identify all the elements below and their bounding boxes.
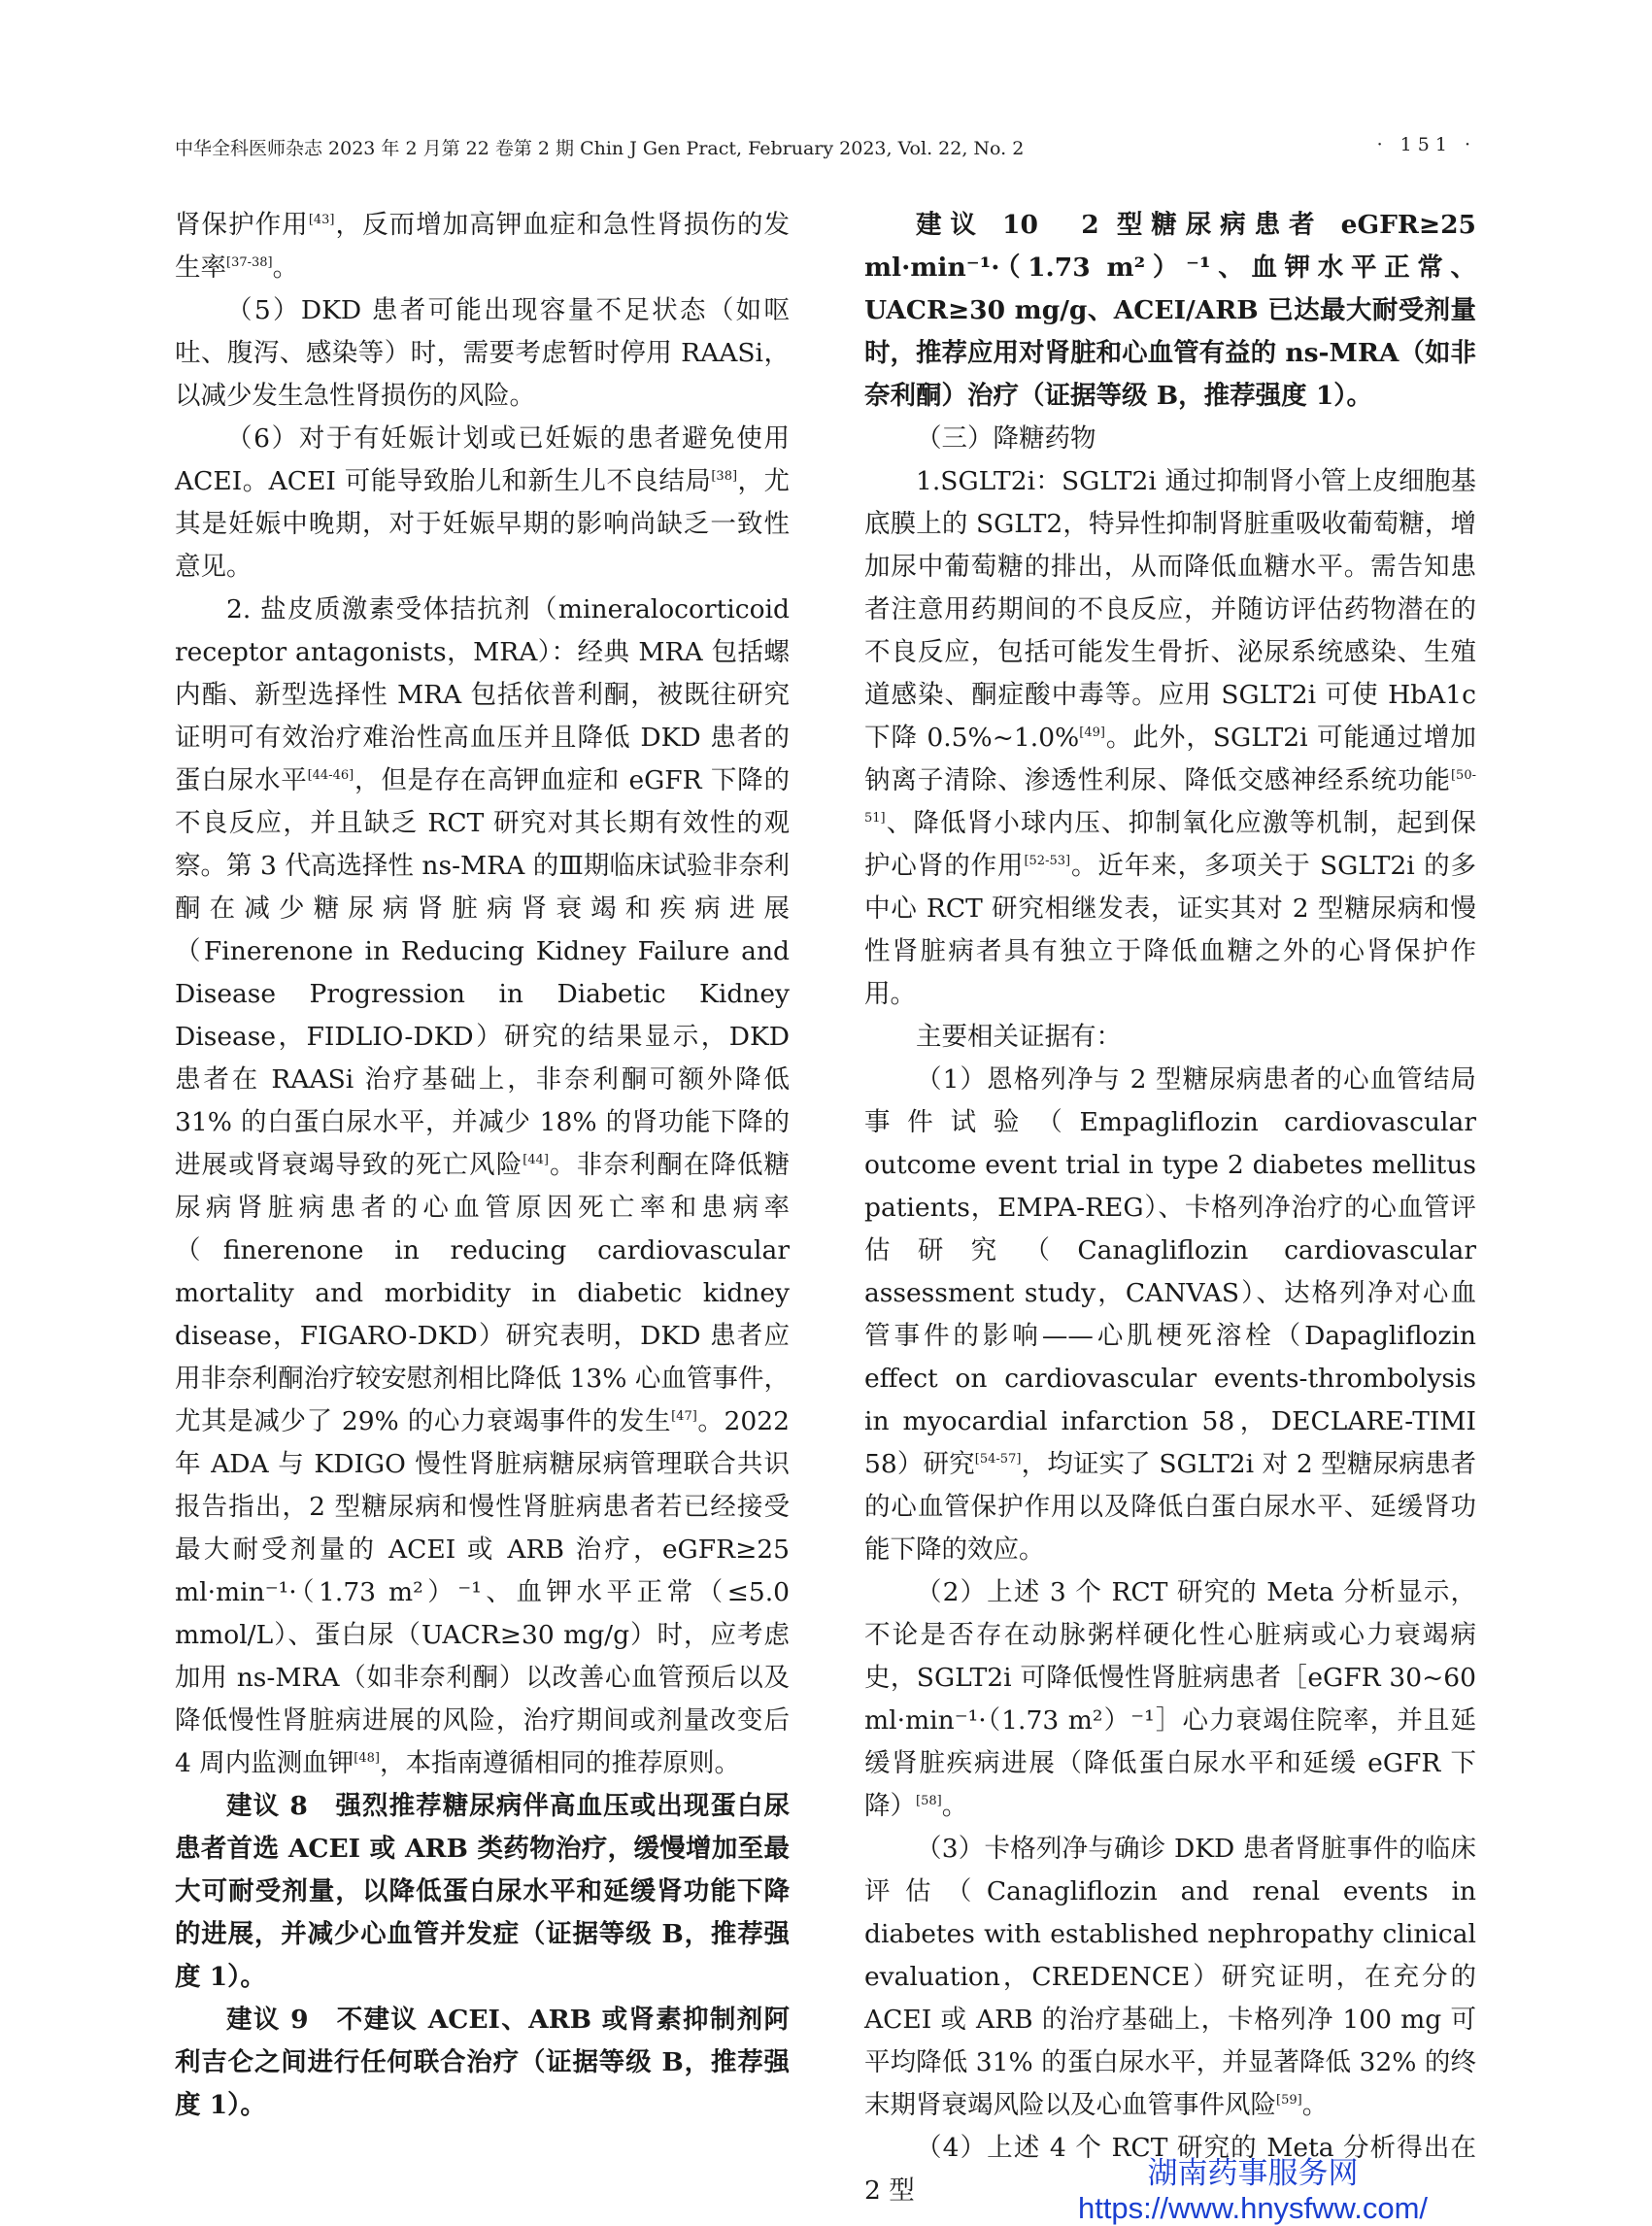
paragraph-text: 、降低肾小球内压、抑制氧化应激等机制，起到保护心肾的作用	[864, 808, 1476, 881]
body-paragraph	[175, 418, 790, 589]
paragraph-text: 建议 9 不建议 ACEI、ARB 或肾素抑制剂阿利吉仑之间进行任何联合治疗（证据等级 B，推荐强度 1）。	[175, 2005, 790, 2120]
paragraph-text: （2）上述 3 个 RCT 研究的 Meta 分析显示，不论是否存在动脉粥样硬化性心脏病或心力衰竭病史，SGLT2i 可降低慢性肾脏病患者［eGFR 30~60 ml·min⁻¹·（1.73 m²）⁻¹］心力衰竭住院率，并且延缓肾脏疾病进展（降低蛋白尿水平和延缓 eGFR 下降）	[864, 1577, 1476, 1821]
paragraph-text: 。	[272, 253, 299, 283]
body-paragraph	[864, 1571, 1476, 1828]
body-paragraph	[864, 460, 1476, 1016]
paragraph-text: ，反而增加高钾血症和急性肾损伤的发生率	[175, 210, 791, 283]
paragraph-text: 。2022 年 ADA 与 KDIGO 慢性肾脏病糖尿病管理联合共识报告指出，2 型糖尿病和慢性肾脏病患者若已经接受最大耐受剂量的 ACEI 或 ARB 治疗，eGFR≥25 ml·min⁻¹·（1.73 m²）⁻¹、血钾水平正常（≤5.0 mmol/L）、蛋白尿（UACR≥30 mg/g）时，应考虑加用 ns-MRA（如非奈利酮）以改善心血管预后以及降低慢性肾脏病进展的风险，治疗期间或剂量改变后 4 周内监测血钾	[175, 1406, 790, 1778]
citation-ref: [38]	[711, 469, 738, 485]
running-header	[175, 134, 1476, 167]
paragraph-text: 。近年来，多项关于 SGLT2i 的多中心 RCT 研究相继发表，证实其对 2 型糖尿病和慢性肾脏病者具有独立于降低血糖之外的心肾保护作用。	[864, 851, 1476, 1009]
body-paragraph	[864, 1016, 1476, 1059]
recommendation-paragraph	[175, 1999, 790, 2127]
citation-ref: [43]	[308, 213, 335, 228]
citation-ref: [44]	[523, 1153, 549, 1168]
paragraph-text: （1）恩格列净与 2 型糖尿病患者的心血管结局事件试验（Empagliflozin cardiovascular outcome event trial in type 2 diabetes mellitus patients，EMPA-REG）、卡格列净治疗的心血管评估研究（Canagliflozin cardiovascular assessment study，CANVAS）、达格列净对心血管事件的影响——心肌梗死溶栓（Dapagliflozin effect on cardiovascular events-thrombolysis in myocardial infarction 58，DECLARE-TIMI 58）研究	[864, 1064, 1476, 1479]
recommendation-paragraph	[864, 204, 1476, 418]
paragraph-text: 。	[1301, 2090, 1329, 2120]
citation-ref: [50-51]	[864, 768, 1476, 826]
watermark-url[interactable]: https://www.hnysfww.com/	[1077, 2191, 1429, 2225]
watermark-site-name: 湖南药事服务网	[1147, 2156, 1359, 2190]
citation-ref: [48]	[354, 1751, 380, 1767]
paragraph-text: （6）对于有妊娠计划或已妊娠的患者避免使用 ACEI。ACEI 可能导致胎儿和新生儿不良结局	[175, 423, 790, 496]
paragraph-text: 建议 10 2 型糖尿病患者 eGFR≥25 ml·min⁻¹·（1.73 m²）⁻¹、血钾水平正常、UACR≥30 mg/g、ACEI/ARB 已达最大耐受剂量时，推荐应用对肾脏和心血管有益的 ns-MRA（如非奈利酮）治疗（证据等级 B，推荐强度 1）。	[864, 210, 1476, 411]
body-paragraph	[175, 289, 790, 418]
journal-citation: 中华全科医师杂志 2023 年 2 月第 22 卷第 2 期 Chin J Gen Pract, February 2023, Vol. 22, No. 2	[175, 138, 1025, 159]
paragraph-text: ，均证实了 SGLT2i 对 2 型糖尿病患者的心血管保护作用以及降低白蛋白尿水平、延缓肾功能下降的效应。	[864, 1449, 1476, 1565]
paragraph-text: 主要相关证据有：	[916, 1022, 1122, 1052]
paragraph-text: ，但是存在高钾血症和 eGFR 下降的不良反应，并且缺乏 RCT 研究对其长期有效性的观察。第 3 代高选择性 ns-MRA 的Ⅲ期临床试验非奈利酮在减少糖尿病肾脏病肾衰竭和疾病进展（Finerenone in Reducing Kidney Failure and Disease Progression in Diabetic Kidney Disease，FIDLIO-DKD）研究的结果显示，DKD 患者在 RAASi 治疗基础上，非奈利酮可额外降低 31% 的白蛋白尿水平，并减少 18% 的肾功能下降的进展或肾衰竭导致的死亡风险	[175, 765, 791, 1180]
paragraph-text: （3）卡格列净与确诊 DKD 患者肾脏事件的临床评估（Canagliflozin and renal events in diabetes with established nephropathy clinical evaluation，CREDENCE）研究证明，在充分的 ACEI 或 ARB 的治疗基础上，卡格列净 100 mg 可平均降低 31% 的蛋白尿水平，并显著降低 32% 的终末期肾衰竭风险以及心血管事件风险	[864, 1834, 1476, 2120]
paragraph-text: 2. 盐皮质激素受体拮抗剂（mineralocorticoid receptor antagonists，MRA）：经典 MRA 包括螺内酯、新型选择性 MRA 包括依普利酮，被既往研究证明可有效治疗难治性高血压并且降低 DKD 患者的蛋白尿水平	[175, 594, 790, 795]
paragraph-text: 。	[941, 1791, 968, 1821]
site-watermark	[1000, 2156, 1505, 2226]
citation-ref: [49]	[1079, 725, 1105, 741]
left-column	[175, 204, 790, 2127]
paragraph-text: ，尤其是妊娠中晚期，对于妊娠早期的影响尚缺乏一致性意见。	[175, 466, 790, 582]
body-paragraph	[864, 1059, 1476, 1571]
paragraph-text: 。此外，SGLT2i 可能通过增加钠离子清除、渗透性利尿、降低交感神经系统功能	[864, 723, 1476, 795]
citation-ref: [59]	[1276, 2093, 1302, 2108]
paragraph-text: 建议 8 强烈推荐糖尿病伴高血压或出现蛋白尿患者首选 ACEI 或 ARB 类药物治疗，缓慢增加至最大可耐受剂量，以降低蛋白尿水平和延缓肾功能下降的进展，并减少心血管并发症（证据等级 B，推荐强度 1）。	[175, 1791, 790, 1992]
right-column	[864, 204, 1476, 2212]
body-paragraph	[864, 1828, 1476, 2127]
paragraph-text: 肾保护作用	[175, 210, 309, 240]
paragraph-text: 。非奈利酮在降低糖尿病肾脏病患者的心血管原因死亡率和患病率（finerenone in reducing cardiovascular mortality and morbidity in diabetic kidney disease，FIGARO-DKD）研究表明，DKD 患者应用非奈利酮治疗较安慰剂相比降低 13% 心血管事件，尤其是减少了 29% 的心力衰竭事件的发生	[175, 1150, 791, 1436]
paragraph-text: ，本指南遵循相同的推荐原则。	[379, 1748, 740, 1778]
paragraph-text: （5）DKD 患者可能出现容量不足状态（如呕吐、腹泻、感染等）时，需要考虑暂时停用 RAASi，以减少发生急性肾损伤的风险。	[175, 295, 790, 411]
citation-ref: [47]	[671, 1409, 697, 1425]
paragraph-text: 1.SGLT2i：SGLT2i 通过抑制肾小管上皮细胞基底膜上的 SGLT2，特异性抑制肾脏重吸收葡萄糖，增加尿中葡萄糖的排出，从而降低血糖水平。需告知患者注意用药期间的不良反应，并随访评估药物潜在的不良反应，包括可能发生骨折、泌尿系统感染、生殖道感染、酮症酸中毒等。应用 SGLT2i 可使 HbA1c 下降 0.5%~1.0%	[864, 466, 1476, 753]
citation-ref: [37-38]	[226, 255, 273, 271]
citation-ref: [44-46]	[307, 768, 354, 784]
body-paragraph	[175, 204, 790, 289]
paragraph-text: （三）降糖药物	[916, 423, 1096, 454]
page-number: · 151 ·	[1376, 134, 1476, 155]
citation-ref: [52-53]	[1024, 854, 1071, 869]
recommendation-paragraph	[175, 1785, 790, 1999]
body-paragraph	[864, 418, 1476, 460]
citation-ref: [58]	[916, 1794, 942, 1809]
body-paragraph	[175, 589, 790, 1785]
citation-ref: [54-57]	[974, 1452, 1022, 1467]
paragraph-text: （4）上述 4 个 RCT 研究的 Meta 分析得出在 2 型	[864, 2133, 1476, 2206]
